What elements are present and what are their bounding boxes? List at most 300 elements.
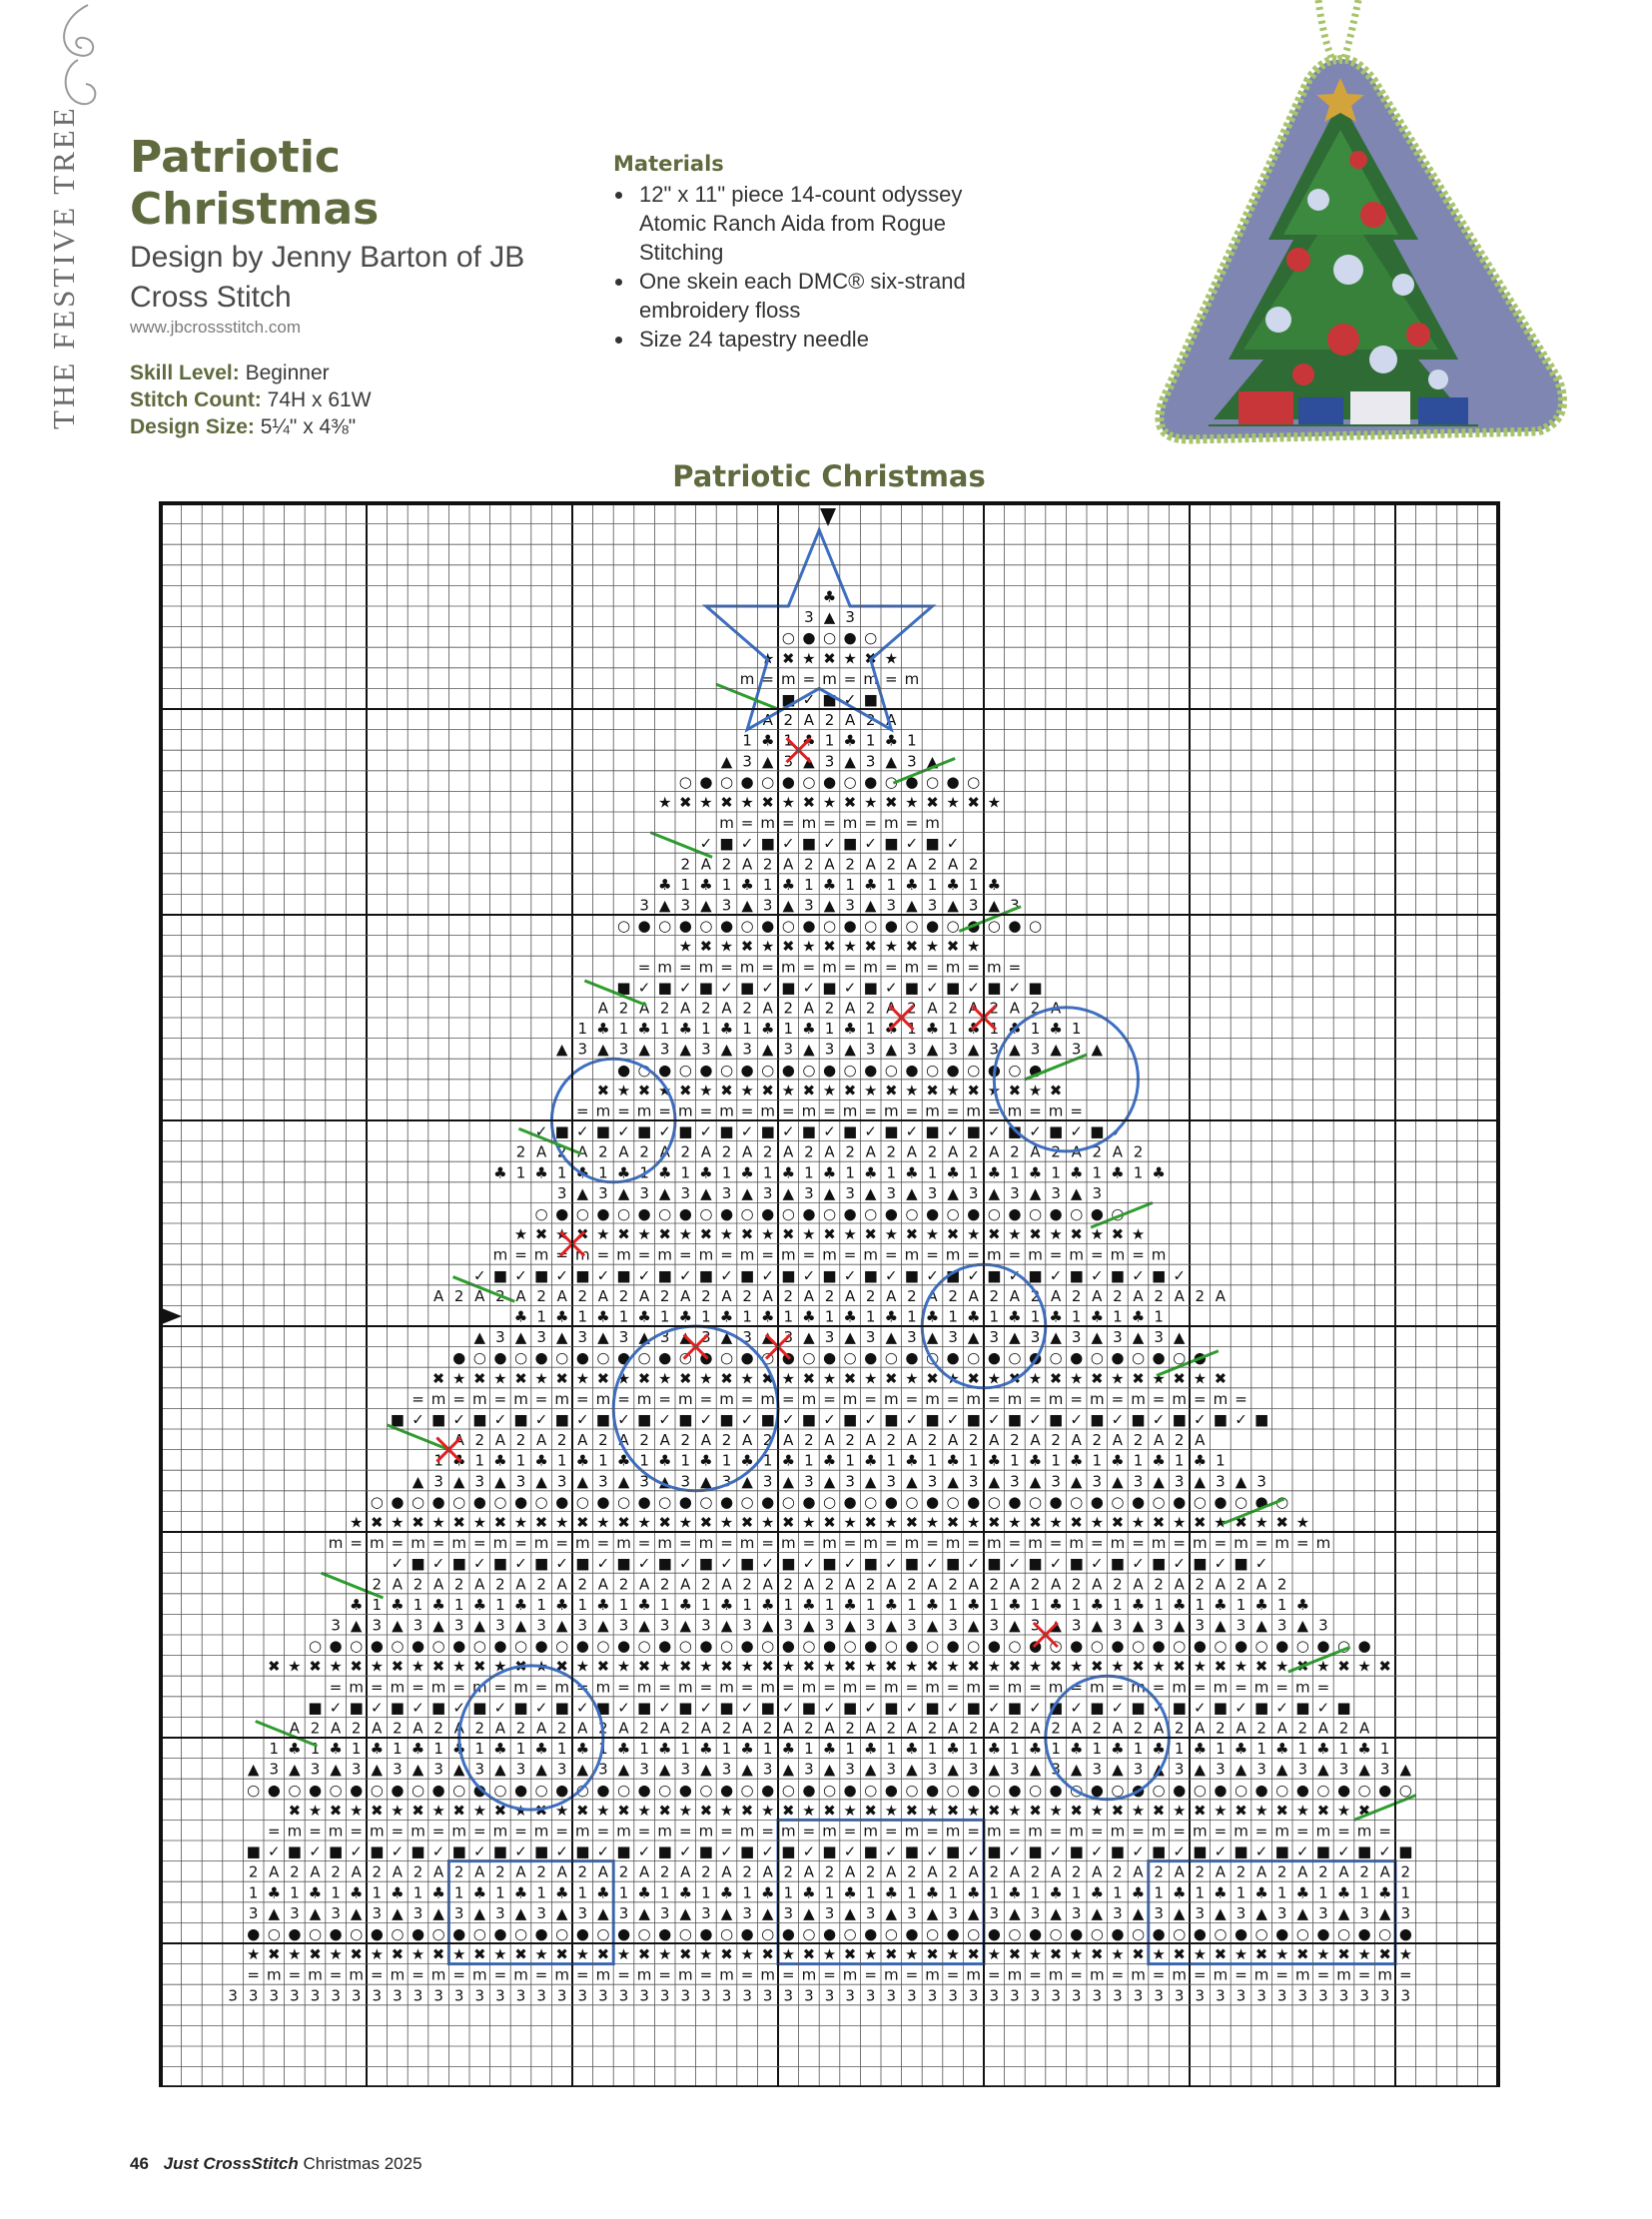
svg-text:○: ○ (781, 1781, 795, 1800)
svg-text:3: 3 (577, 1328, 588, 1347)
svg-text:=: = (412, 1678, 424, 1697)
svg-text:✓: ✓ (617, 1698, 630, 1717)
svg-text:A: A (1050, 1286, 1062, 1305)
svg-text:2: 2 (701, 1286, 711, 1305)
svg-text:▲: ▲ (761, 1328, 774, 1347)
svg-text:✖: ✖ (699, 1225, 713, 1244)
svg-text:3: 3 (865, 752, 876, 771)
svg-text:m: m (1131, 1965, 1146, 1984)
svg-text:3: 3 (598, 1986, 608, 2005)
svg-text:♣: ♣ (1254, 1883, 1268, 1902)
svg-text:2: 2 (865, 1862, 876, 1881)
svg-text:=: = (1378, 1822, 1391, 1841)
svg-text:●: ● (1378, 1781, 1392, 1800)
svg-text:m: m (513, 1389, 528, 1408)
svg-text:▲: ▲ (658, 896, 671, 915)
svg-text:★: ★ (719, 1801, 734, 1820)
svg-text:★: ★ (657, 793, 672, 812)
svg-text:✖: ✖ (926, 1945, 939, 1964)
svg-text:■: ■ (1295, 1698, 1310, 1717)
svg-text:1: 1 (845, 875, 855, 894)
svg-text:3: 3 (762, 1760, 773, 1779)
svg-text:m: m (677, 1678, 693, 1697)
svg-text:★: ★ (637, 1513, 651, 1532)
svg-text:3: 3 (351, 1986, 362, 2005)
svg-text:♣: ♣ (925, 1883, 940, 1902)
svg-text:2: 2 (659, 999, 670, 1018)
svg-text:★: ★ (493, 1369, 507, 1388)
svg-text:■: ■ (719, 1122, 734, 1141)
svg-text:✓: ✓ (576, 1698, 589, 1717)
svg-text:▲: ▲ (1050, 1328, 1062, 1347)
svg-text:=: = (946, 1965, 960, 1984)
svg-text:▲: ▲ (823, 1183, 836, 1202)
svg-text:■: ■ (492, 1266, 507, 1285)
svg-text:A: A (1174, 1575, 1185, 1594)
svg-text:m: m (1007, 1389, 1023, 1408)
svg-text:■: ■ (287, 1843, 302, 1861)
svg-text:✓: ✓ (1008, 1554, 1022, 1573)
svg-text:3: 3 (721, 1183, 732, 1202)
svg-text:▲: ▲ (1194, 1472, 1207, 1491)
svg-text:●: ● (1152, 1924, 1166, 1943)
svg-text:A: A (597, 999, 609, 1018)
svg-text:A: A (474, 1286, 485, 1305)
svg-text:♣: ♣ (1316, 1740, 1330, 1759)
center-arrow-left-icon (160, 1306, 184, 1326)
svg-text:=: = (391, 1534, 405, 1553)
svg-text:A: A (1133, 1286, 1144, 1305)
svg-text:3: 3 (1154, 1903, 1164, 1922)
svg-text:✖: ✖ (885, 1369, 898, 1388)
svg-text:m: m (533, 1534, 549, 1553)
svg-text:■: ■ (431, 1698, 446, 1717)
svg-text:m: m (986, 1822, 1002, 1841)
svg-text:1: 1 (824, 731, 835, 750)
svg-text:★: ★ (1254, 1801, 1268, 1820)
svg-text:=: = (1091, 1534, 1104, 1553)
svg-text:2: 2 (742, 1575, 752, 1594)
svg-text:3: 3 (865, 1616, 876, 1635)
svg-text:●: ● (719, 917, 734, 936)
svg-text:3: 3 (1010, 1183, 1020, 1202)
svg-text:3: 3 (1400, 1986, 1411, 2005)
svg-text:●: ● (740, 1637, 754, 1656)
svg-text:✓: ✓ (988, 1698, 1001, 1717)
svg-text:1: 1 (927, 1451, 938, 1470)
svg-text:m: m (822, 1822, 837, 1841)
svg-text:♣: ♣ (740, 1163, 754, 1182)
svg-text:=: = (514, 1534, 527, 1553)
svg-text:■: ■ (534, 1554, 549, 1573)
svg-text:✓: ✓ (514, 1554, 527, 1573)
svg-text:○: ○ (616, 1204, 631, 1223)
svg-text:✓: ✓ (1254, 1554, 1268, 1573)
svg-text:▲: ▲ (514, 1616, 527, 1635)
svg-text:1: 1 (659, 1595, 670, 1614)
svg-text:○: ○ (822, 628, 837, 647)
svg-text:A: A (515, 1575, 526, 1594)
svg-text:○: ○ (513, 1348, 528, 1367)
svg-text:=: = (782, 1678, 795, 1697)
svg-text:A: A (700, 1719, 712, 1738)
svg-text:1: 1 (907, 1307, 917, 1326)
svg-text:m: m (411, 1822, 425, 1841)
svg-text:○: ○ (1028, 1781, 1043, 1800)
svg-text:♣: ♣ (884, 731, 899, 750)
svg-text:=: = (576, 1965, 589, 1984)
svg-text:✓: ✓ (946, 1410, 960, 1429)
svg-text:1: 1 (1030, 1020, 1041, 1039)
svg-text:1: 1 (845, 1163, 855, 1182)
svg-text:m: m (677, 1965, 693, 1984)
svg-text:✓: ✓ (946, 1698, 960, 1717)
svg-text:●: ● (967, 1204, 981, 1223)
svg-text:✖: ✖ (1091, 1945, 1104, 1964)
svg-text:3: 3 (1010, 1472, 1020, 1491)
svg-text:m: m (739, 958, 755, 977)
svg-text:○: ○ (1275, 1492, 1289, 1511)
svg-text:▲: ▲ (1029, 1183, 1042, 1202)
svg-text:♣: ♣ (781, 875, 796, 894)
svg-text:♣: ♣ (657, 1451, 672, 1470)
svg-text:★: ★ (431, 1513, 445, 1532)
svg-text:○: ○ (1152, 1492, 1166, 1511)
svg-text:3: 3 (1051, 1760, 1061, 1779)
svg-text:♣: ♣ (740, 1740, 754, 1759)
svg-text:○: ○ (987, 917, 1001, 936)
svg-text:○: ○ (946, 1204, 960, 1223)
svg-text:3: 3 (742, 1328, 752, 1347)
svg-text:2: 2 (845, 1431, 855, 1450)
svg-text:A: A (927, 999, 938, 1018)
materials-list (613, 180, 1033, 354)
svg-text:▲: ▲ (535, 1472, 547, 1491)
materials-block (613, 152, 1033, 354)
svg-text:●: ● (1234, 1637, 1248, 1656)
svg-text:m: m (616, 1534, 631, 1553)
svg-text:=: = (843, 1822, 857, 1841)
svg-text:1: 1 (721, 1740, 732, 1759)
svg-text:1: 1 (948, 1020, 958, 1039)
svg-text:✖: ✖ (802, 1081, 816, 1100)
svg-text:m: m (698, 958, 714, 977)
svg-text:2: 2 (886, 1431, 897, 1450)
svg-text:●: ● (575, 1924, 589, 1943)
svg-text:1: 1 (1174, 1740, 1185, 1759)
svg-text:✓: ✓ (802, 978, 816, 997)
svg-text:★: ★ (1234, 1657, 1248, 1676)
svg-text:✖: ✖ (1008, 1657, 1022, 1676)
svg-text:●: ● (513, 1492, 528, 1511)
svg-text:○: ○ (555, 1924, 569, 1943)
svg-text:★: ★ (946, 1657, 960, 1676)
svg-text:✖: ✖ (617, 1513, 630, 1532)
svg-text:♣: ♣ (802, 1020, 816, 1039)
svg-text:3: 3 (701, 1903, 711, 1922)
svg-text:m: m (925, 814, 940, 833)
svg-text:♣: ♣ (513, 1883, 528, 1902)
svg-text:m: m (1069, 1822, 1085, 1841)
svg-text:▲: ▲ (1050, 1040, 1062, 1059)
svg-text:■: ■ (657, 1843, 672, 1861)
svg-text:1: 1 (413, 1595, 423, 1614)
svg-text:●: ● (946, 772, 960, 791)
svg-text:2: 2 (1154, 1862, 1164, 1881)
svg-text:■: ■ (492, 1843, 507, 1861)
svg-text:3: 3 (393, 1760, 403, 1779)
svg-text:m: m (780, 669, 796, 688)
svg-text:A: A (886, 711, 897, 730)
svg-text:2: 2 (1030, 1862, 1041, 1881)
svg-text:2: 2 (742, 1286, 752, 1305)
svg-text:=: = (1111, 1965, 1125, 1984)
svg-text:3: 3 (907, 1986, 917, 2005)
svg-text:★: ★ (987, 1945, 1002, 1964)
svg-text:=: = (493, 1965, 507, 1984)
svg-text:=: = (1194, 1678, 1207, 1697)
svg-text:3: 3 (680, 896, 691, 915)
svg-text:m: m (1336, 1965, 1351, 1984)
svg-text:m: m (1131, 1389, 1146, 1408)
svg-text:▲: ▲ (741, 1472, 753, 1491)
svg-text:=: = (1091, 1822, 1104, 1841)
svg-text:A: A (721, 999, 732, 1018)
svg-text:m: m (842, 814, 858, 833)
svg-text:♣: ♣ (760, 1307, 775, 1326)
svg-text:●: ● (288, 1924, 302, 1943)
svg-text:✖: ✖ (637, 1657, 651, 1676)
svg-text:♣: ♣ (575, 1163, 590, 1182)
svg-text:■: ■ (801, 1698, 816, 1717)
svg-text:✖: ✖ (679, 1081, 692, 1100)
svg-text:▲: ▲ (720, 1040, 733, 1059)
svg-text:♣: ♣ (637, 1595, 651, 1614)
svg-text:3: 3 (474, 1472, 485, 1491)
svg-text:m: m (739, 1534, 755, 1553)
svg-text:●: ● (925, 1781, 940, 1800)
svg-text:★: ★ (802, 937, 816, 956)
svg-text:3: 3 (1092, 1183, 1103, 1202)
svg-text:m: m (349, 1965, 365, 1984)
svg-text:3: 3 (701, 1040, 711, 1059)
svg-text:★: ★ (349, 1801, 364, 1820)
svg-text:■: ■ (987, 1266, 1002, 1285)
svg-text:♣: ♣ (740, 1451, 754, 1470)
svg-text:3: 3 (907, 752, 917, 771)
svg-text:m: m (657, 958, 673, 977)
svg-text:2: 2 (1133, 1431, 1144, 1450)
svg-text:●: ● (905, 1348, 919, 1367)
svg-text:○: ○ (699, 1492, 713, 1511)
svg-text:2: 2 (598, 1431, 608, 1450)
svg-text:●: ● (1152, 1637, 1166, 1656)
svg-text:2: 2 (907, 1862, 917, 1881)
svg-text:1: 1 (453, 1595, 464, 1614)
svg-text:1: 1 (639, 1740, 649, 1759)
svg-text:♣: ♣ (534, 1163, 548, 1182)
svg-text:m: m (739, 669, 755, 688)
svg-text:✓: ✓ (637, 1266, 651, 1285)
svg-text:♣: ♣ (637, 1307, 651, 1326)
svg-text:●: ● (513, 1781, 528, 1800)
svg-text:▲: ▲ (392, 1903, 404, 1922)
svg-text:A: A (803, 1862, 815, 1881)
svg-text:♣: ♣ (987, 1163, 1002, 1182)
svg-text:○: ○ (1193, 1781, 1207, 1800)
svg-text:m: m (698, 1822, 714, 1841)
svg-text:✓: ✓ (926, 1554, 939, 1573)
svg-text:✓: ✓ (1008, 978, 1022, 997)
svg-text:○: ○ (925, 772, 940, 791)
svg-text:★: ★ (781, 1369, 796, 1388)
svg-text:2: 2 (495, 1286, 505, 1305)
svg-text:▲: ▲ (576, 1760, 589, 1779)
svg-text:3: 3 (762, 1472, 773, 1491)
svg-text:★: ★ (1316, 1945, 1330, 1964)
svg-text:✓: ✓ (1214, 1843, 1228, 1861)
svg-text:▲: ▲ (412, 1472, 424, 1491)
svg-text:=: = (1049, 1534, 1063, 1553)
svg-text:■: ■ (1234, 1843, 1248, 1861)
svg-text:2: 2 (1092, 1431, 1103, 1450)
svg-text:1: 1 (659, 1307, 670, 1326)
svg-text:○: ○ (658, 1492, 672, 1511)
svg-text:3: 3 (1071, 1040, 1082, 1059)
svg-text:●: ● (596, 1781, 610, 1800)
svg-text:A: A (1009, 1286, 1021, 1305)
svg-text:m: m (554, 1678, 570, 1697)
svg-text:●: ● (1173, 1492, 1187, 1511)
svg-text:2: 2 (1051, 1142, 1061, 1161)
svg-text:○: ○ (967, 1637, 981, 1656)
svg-text:1: 1 (556, 1163, 567, 1182)
svg-text:●: ● (1070, 1348, 1084, 1367)
svg-text:♣: ♣ (966, 1020, 981, 1039)
svg-text:○: ○ (596, 1637, 610, 1656)
svg-text:●: ● (1193, 1637, 1207, 1656)
svg-text:○: ○ (1173, 1637, 1187, 1656)
svg-text:3: 3 (536, 1903, 546, 1922)
svg-text:●: ● (1254, 1781, 1268, 1800)
svg-text:✖: ✖ (802, 1945, 816, 1964)
svg-text:1: 1 (453, 1883, 464, 1902)
svg-text:■: ■ (678, 1122, 693, 1141)
svg-text:✓: ✓ (555, 1266, 568, 1285)
svg-text:▲: ▲ (247, 1760, 260, 1779)
svg-text:♣: ♣ (1152, 1451, 1166, 1470)
svg-text:★: ★ (554, 1801, 569, 1820)
svg-text:▲: ▲ (926, 1616, 939, 1635)
svg-text:1: 1 (865, 731, 876, 750)
svg-text:○: ○ (1275, 1781, 1289, 1800)
svg-text:■: ■ (1110, 1266, 1125, 1285)
specs-block (130, 360, 372, 440)
svg-text:A: A (577, 1142, 588, 1161)
svg-text:2: 2 (907, 999, 917, 1018)
svg-text:m: m (554, 1389, 570, 1408)
svg-text:■: ■ (1336, 1698, 1351, 1717)
svg-text:✓: ✓ (740, 834, 754, 853)
svg-text:▲: ▲ (782, 1472, 795, 1491)
svg-text:♣: ♣ (616, 1740, 631, 1759)
svg-text:m: m (1151, 1245, 1167, 1264)
svg-text:★: ★ (863, 1369, 878, 1388)
svg-text:♣: ♣ (1008, 1307, 1022, 1326)
svg-text:▲: ▲ (967, 1616, 980, 1635)
svg-text:3: 3 (783, 1040, 794, 1059)
svg-text:■: ■ (1007, 1122, 1022, 1141)
svg-text:3: 3 (1216, 1472, 1226, 1491)
svg-text:○: ○ (719, 1061, 734, 1080)
svg-text:■: ■ (554, 1122, 569, 1141)
svg-text:●: ● (637, 1492, 651, 1511)
svg-text:●: ● (1111, 1924, 1125, 1943)
svg-text:1: 1 (515, 1451, 526, 1470)
svg-text:m: m (1253, 1678, 1269, 1697)
svg-text:■: ■ (884, 834, 899, 853)
svg-text:✖: ✖ (864, 937, 877, 956)
svg-text:3: 3 (1338, 1986, 1349, 2005)
svg-text:●: ● (534, 1637, 548, 1656)
svg-text:♣: ♣ (822, 1163, 837, 1182)
svg-text:1: 1 (433, 1740, 443, 1759)
svg-text:✖: ✖ (1254, 1657, 1268, 1676)
svg-text:■: ■ (987, 978, 1002, 997)
svg-text:✓: ✓ (946, 834, 960, 853)
svg-text:3: 3 (556, 1986, 567, 2005)
svg-text:✓: ✓ (1111, 1698, 1125, 1717)
svg-text:★: ★ (966, 1801, 981, 1820)
svg-text:3: 3 (598, 1760, 608, 1779)
svg-text:3: 3 (1030, 1040, 1041, 1059)
svg-text:A: A (989, 1719, 1000, 1738)
svg-text:1: 1 (968, 1740, 979, 1759)
svg-text:1: 1 (618, 1883, 629, 1902)
svg-text:m: m (883, 1389, 899, 1408)
svg-text:★: ★ (966, 1225, 981, 1244)
svg-text:1: 1 (701, 1020, 711, 1039)
svg-text:★: ★ (843, 937, 857, 956)
svg-text:✖: ✖ (843, 1369, 857, 1388)
svg-text:=: = (1194, 1965, 1207, 1984)
svg-text:m: m (883, 814, 899, 833)
svg-text:●: ● (740, 1348, 754, 1367)
svg-text:1: 1 (1236, 1595, 1246, 1614)
svg-text:m: m (1048, 1678, 1064, 1697)
svg-text:✓: ✓ (802, 1843, 816, 1861)
svg-text:3: 3 (721, 1986, 732, 2005)
svg-text:○: ○ (350, 1637, 364, 1656)
svg-text:■: ■ (1152, 1554, 1167, 1573)
svg-text:=: = (740, 1389, 754, 1408)
svg-text:2: 2 (701, 1862, 711, 1881)
svg-text:3: 3 (1010, 1760, 1020, 1779)
svg-text:=: = (576, 1678, 589, 1697)
svg-text:1: 1 (474, 1740, 485, 1759)
svg-text:■: ■ (513, 1410, 528, 1429)
svg-text:●: ● (616, 1924, 631, 1943)
svg-text:▲: ▲ (864, 1760, 877, 1779)
svg-text:■: ■ (637, 1410, 652, 1429)
svg-text:2: 2 (433, 1719, 443, 1738)
svg-text:●: ● (1214, 1781, 1228, 1800)
svg-text:2: 2 (968, 1142, 979, 1161)
svg-text:○: ○ (1070, 1204, 1084, 1223)
svg-text:=: = (412, 1389, 424, 1408)
svg-text:○: ○ (1008, 1348, 1022, 1367)
svg-text:3: 3 (783, 1903, 794, 1922)
